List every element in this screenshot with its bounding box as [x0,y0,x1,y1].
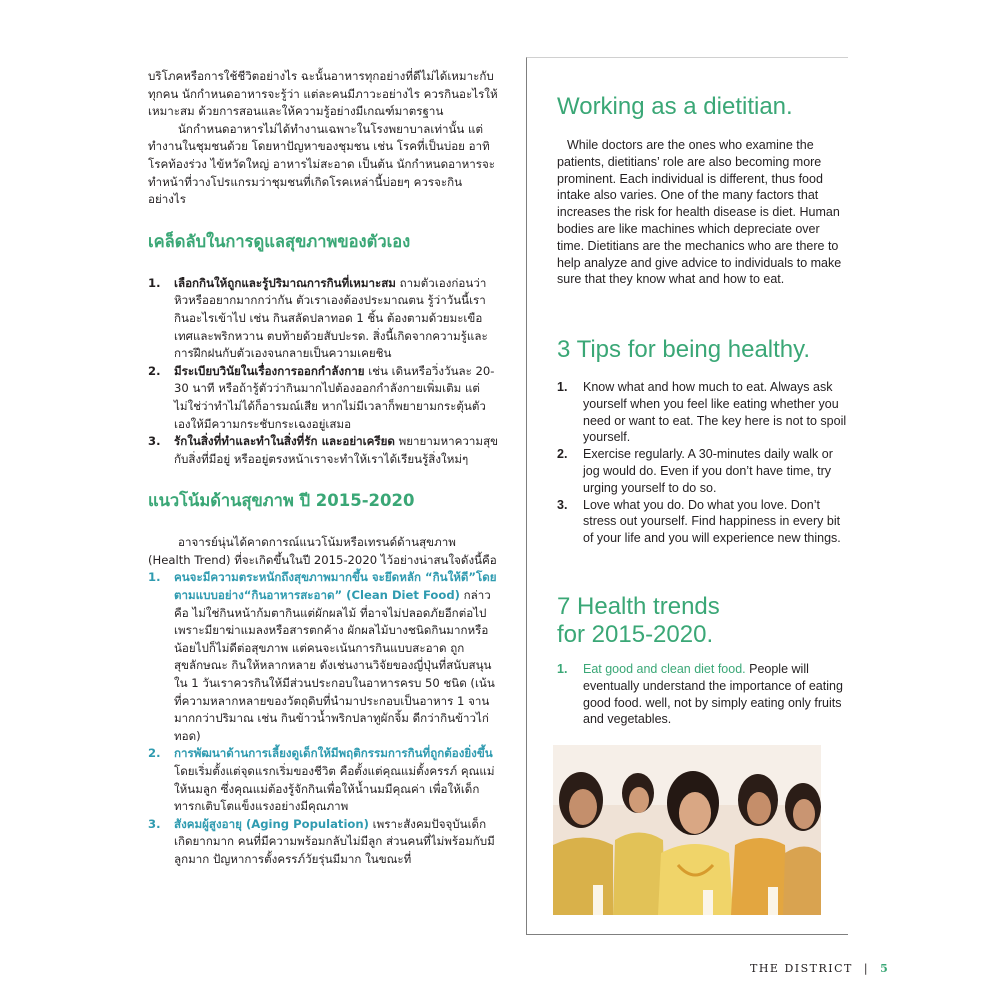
list-number: 1. [148,570,161,585]
tip-title: Love what you do. [583,497,685,512]
tips-heading-en: 3 Tips for being healthy. [557,336,811,363]
list-item [557,379,847,446]
list-number: 1. [148,275,161,290]
tip-title: มีระเบียบวินัยในเรื่องการออกกำลังกาย [174,363,365,378]
list-item [148,569,500,745]
dietitian-heading: Working as a dietitian. [557,93,793,120]
list-item [148,433,500,468]
tip-title: รักในสิ่งที่ทำและทำในสิ่งที่รัก และอย่าเครียด [174,434,395,449]
trends-heading-en [557,593,847,649]
list-number: 1. [557,380,568,394]
trends-heading-line-2: for 2015-2020. [557,621,714,648]
magazine-name: THE DISTRICT [750,962,853,975]
tip-text: พยายามหาความสุขกับสิ่งที่มีอยู่ หรืออยู่ตรงหน้าเราจะทำให้เราได้เรียนรู้สิ่งใหม่ๆ [174,434,499,466]
tip-title: Know what and how much to eat. [583,380,768,394]
list-item [557,497,847,547]
tip-text: Do what you love. Don’t stress out yourself. Find happiness in every bit of your life and you will experience new things. [583,497,841,546]
list-item [148,745,500,815]
page-footer [750,962,888,975]
trend-title: คนจะมีความตระหนักถึงสุขภาพมากขึ้น จะยึดหลัก “กินให้ดี”โดยตามแบบอย่าง“กินอาหารสะอาด” (Clean Diet Food) [174,570,497,603]
intro-paragraph-1: บริโภคหรือการใช้ชีวิตอย่างไร ฉะนั้นอาหารทุกอย่างที่ดีไม่ได้เหมาะกับทุกคน นักกำหนดอาหารจะรู้ว่า แต่ละคนมีภาวะอย่างไร ควรกินอะไรให้เหมาะสม ด้วยการสอนและให้ความรู้อย่างมีเกณฑ์มาตรฐาน [148,69,498,119]
trend-title: สังคมผู้สูงอายุ (Aging Population) [174,816,369,831]
tips-list [148,275,500,469]
trend-text: People will eventually understand the importance of eating good food. well, not by simply eating only fruits and vegetables. [583,662,843,727]
tip-text: เช่น เดินหรือวิ่งวันละ 20-30 นาที หรือถ้ารู้ตัวว่ากินมากไปต้องออกกำลังกายเพิ่มเติม แต่ไม่ใช่ว่าทำไม่ได้ก็อารมณ์เสีย หากไม่มีเวลาก็พยายามกระตุ้นตัวเองให้มีความกระชับกระเฉงอยู่เสมอ [174,363,495,431]
list-number: 2. [148,746,161,761]
tip-text: ถามตัวเองก่อนว่าหิวหรืออยากมากกว่ากัน ตัวเราเองต้องประมาณตน รู้ว่าวันนี้เรากินอะไรเข้าไป เช่น กินสลัดปลาทอด 1 ชิ้น ต้องตามด้วยมะเขือเทศและพริกหวาน ตบท้ายด้วยสับปะรด. สิ่งนี้เกิดจากความรู้และการฝึกฝนกับตัวเองจนกลายเป็นความเคยชิน [174,275,488,361]
list-number: 1. [557,662,568,676]
list-number: 2. [148,363,161,378]
list-item [148,275,500,363]
trend-text: เพราะสังคมปัจจุบันเด็กเกิดยากมาก คนที่มีความพร้อมกลับไม่มีลูก ส่วนคนที่ไม่พร้อมกับมีลูกมาก ปัญหาการตั้งครรภ์วัยรุ่นมีมาก ในขณะที่ [174,816,495,866]
trend-text: กล่าวคือ ไม่ใช่กินหน้าก้มตากินแต่ผักผลไม้ ที่อาจไม่ปลอดภัยอีกต่อไปเพราะมียาฆ่าแมลงหรือสารตกค้าง ผักผลไม้บางชนิดกินมากหรือน้อยไปก็ไม่ดีต่อสุขภาพ แต่คนจะเน้นการกินแบบสะอาด ถูกสุขลักษณะ กินให้หลากหลาย ดังเช่นงานวิจัยของญี่ปุ่นที่สนับสนุนใน 1 วันเราควรกินให้มีส่วนประกอบในอาหารครบ 50 ชนิด (เน้นที่ความหลากหลายของวัตถุดิบที่นำมาประกอบเป็นอาหาร 1 จานมากกว่าปริมาณ เช่น กินข้าวน้ำพริกปลาทูผักจิ้ม ดีกว่ากินข้าวไก่ทอด) [174,588,495,743]
trend-title: การพัฒนาด้านการเลี้ยงดูเด็กให้มีพฤติกรรมการกินที่ถูกต้องยิ่งขึ้น [174,746,493,761]
tip-title: Exercise regularly. [583,447,685,462]
page-number: 5 [880,962,888,975]
list-number: 3. [148,434,161,449]
dietitian-paragraph: While doctors are the ones who examine the patients, dietitians’ role are also becoming more prominent. Each individual is different, thus food intake also varies. One of the many factors that increases the risk for health disease is diet. Human bodies are like machines which depreciate over time. Dietitians are the mechanics who are there to help analyze and give advice to individuals to make sure that they know what and how to eat. [557,138,842,287]
list-item [148,816,500,869]
list-item [557,446,847,496]
trends-list [148,569,500,868]
trends-list-en [557,661,847,728]
trend-title: Eat good and clean diet food. [583,662,746,676]
trends-heading-line-1: 7 Health trends [557,593,720,620]
tips-list-en [557,379,847,547]
group-photo [553,745,821,915]
list-item [557,661,847,728]
tips-heading: เคล็ดลับในการดูแลสุขภาพของตัวเอง [148,231,411,251]
trend-text: โดยเริ่มตั้งแต่จุดแรกเริ่มของชีวิต คือตั้งแต่คุณแม่ตั้งครรภ์ คุณแม่ให้นมลูก ซึ่งคุณแม่ต้องรู้จักกินเพื่อให้น้ำนมมีคุณค่า เพื่อให้เด็กทารกเติบโตแข็งแรงอย่างมีคุณภาพ [174,764,495,814]
tip-title: เลือกกินให้ถูกและรู้ปริมาณการกินที่เหมาะสม [174,275,396,290]
footer-separator: | [863,962,870,975]
thai-article-column [148,68,500,869]
list-number: 2. [557,447,568,462]
list-number: 3. [148,816,161,831]
tip-text: A 30-minutes daily walk or jog would do. Even if you don’t have time, try urging yourself to do so. [583,447,833,495]
group-photo-illustration [553,745,821,915]
trends-heading: แนวโน้มด้านสุขภาพ ปี 2015-2020 [148,491,415,511]
tip-text: Always ask yourself when you feel like eating whether you need or want to eat. The key here is not to spoil yourself. [583,380,847,445]
intro-paragraph-2: นักกำหนดอาหารไม่ได้ทำงานเฉพาะในโรงพยาบาลเท่านั้น แต่ทำงานในชุมชนด้วย โดยหาปัญหาของชุมชน เช่น โรคที่เป็นบ่อย อาทิ โรคท้องร่วง ไข้หวัดใหญ่ อาหารไม่สะอาด เป็นต้น นักกำหนดอาหารจะทำหน้าที่วางโปรแกรมว่าชุมชนที่เกิดโรคเหล่านี้บ่อยๆ ควรจะกินอย่างไร [148,121,496,207]
list-number: 3. [557,497,568,512]
trends-intro: อาจารย์นุ่นได้คาดการณ์แนวโน้มหรือเทรนด์ด้านสุขภาพ (Health Trend) ที่จะเกิดขึ้นในปี 2015-2020 ไว้อย่างน่าสนใจดังนี้คือ [148,535,497,567]
list-item [148,363,500,433]
